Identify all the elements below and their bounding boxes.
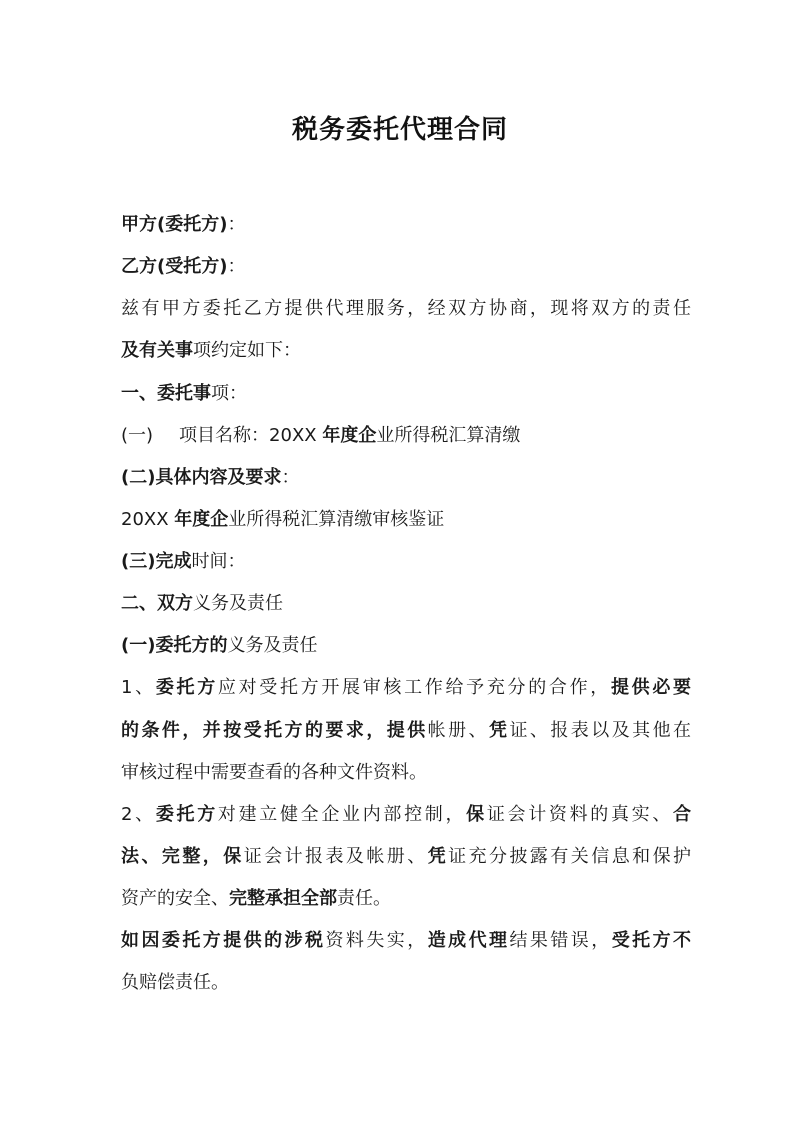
item-3-bold: (三)完成 bbox=[121, 551, 192, 572]
intro-line-2 bbox=[121, 334, 691, 368]
section-2-heading bbox=[121, 587, 691, 621]
clause-2-line-2-bold-3: 凭 bbox=[427, 846, 449, 867]
item-1-label: 项目名称：20XX bbox=[179, 425, 323, 446]
clause-2-text-2: 证会计资料的真实、 bbox=[486, 804, 674, 825]
clause-1-line-1 bbox=[121, 671, 691, 705]
section-1-heading-rest: 项： bbox=[211, 383, 247, 404]
party-a-line bbox=[121, 208, 691, 242]
subsection-1-heading bbox=[121, 629, 691, 663]
clause-2-number: 2、 bbox=[121, 804, 156, 825]
clause-2-line-2-text: 证会计报表及帐册、 bbox=[243, 846, 428, 867]
intro-line-2-rest: 项约定如下： bbox=[193, 340, 301, 361]
clause-1-line-2 bbox=[121, 714, 691, 748]
clause-2-line-2-bold: 法、完整， bbox=[121, 846, 224, 867]
item-2-value-line bbox=[121, 503, 691, 537]
section-2-heading-bold: 二、双方 bbox=[121, 593, 193, 614]
item-2-value-bold: 年度企 bbox=[174, 509, 229, 530]
item-1-line bbox=[121, 419, 691, 453]
party-b-colon: ： bbox=[227, 256, 246, 277]
clause-1-line-2-text: 帐册、 bbox=[427, 720, 490, 741]
liability-bold-2: 造成代理 bbox=[427, 930, 510, 951]
liability-text-1: 资料失实， bbox=[325, 930, 428, 951]
party-a-colon: ： bbox=[227, 214, 246, 235]
item-2-line bbox=[121, 461, 691, 495]
party-b-line bbox=[121, 250, 691, 284]
clause-1-line-2-rest: 证、报表以及其他在 bbox=[509, 720, 691, 741]
item-2-value-year: 20XX bbox=[121, 509, 175, 530]
liability-bold-3: 受托方不 bbox=[611, 930, 691, 951]
clause-1-bold-end: 提供必要 bbox=[610, 677, 691, 698]
section-2-heading-rest: 义务及责任 bbox=[193, 593, 283, 614]
party-a-label: 甲方(委托方) bbox=[121, 214, 228, 235]
party-b-label: 乙方(受托方) bbox=[121, 256, 228, 277]
item-1-bold: 年度企 bbox=[322, 425, 377, 446]
item-3-rest: 时间： bbox=[191, 551, 246, 572]
document-title: 税务委托代理合同 bbox=[291, 115, 508, 145]
item-2-colon: ： bbox=[281, 467, 300, 488]
liability-line-2: 负赔偿责任。 bbox=[121, 972, 229, 993]
intro-line-2-bold: 及有关事 bbox=[121, 340, 193, 361]
clause-1-text: 应对受托方开展审核工作给予充分的合作， bbox=[217, 677, 611, 698]
subsection-1-bold: (一)委托方的 bbox=[121, 635, 228, 656]
item-2-bold: (二)具体内容及要求 bbox=[121, 467, 282, 488]
item-1-rest: 业所得税汇算清缴 bbox=[376, 425, 521, 446]
clause-1-line-2-bold: 的条件，并按受托方的要求，提供 bbox=[121, 720, 428, 741]
clause-2-line-2 bbox=[121, 840, 691, 874]
clause-2-line-1 bbox=[121, 798, 691, 832]
clause-2-line-3-text: 资产的安全、 bbox=[121, 888, 229, 909]
liability-line-1 bbox=[121, 924, 691, 958]
liability-text-2: 结果错误， bbox=[509, 930, 612, 951]
intro-line-1: 兹有甲方委托乙方提供代理服务，经双方协商，现将双方的责任 bbox=[121, 298, 691, 319]
clause-2-bold-1: 保 bbox=[466, 804, 487, 825]
clause-2-line-3-bold: 完整承担全部 bbox=[229, 888, 337, 909]
clause-2-line-3 bbox=[121, 882, 691, 916]
clause-2-bold-end: 合 bbox=[673, 804, 691, 825]
clause-2-line-3-rest: 责任。 bbox=[337, 888, 391, 909]
clause-2-text: 对建立健全企业内部控制， bbox=[217, 804, 467, 825]
clause-2-line-2-rest: 证充分披露有关信息和保护 bbox=[448, 846, 691, 867]
liability-bold-1: 如因委托方提供的涉税 bbox=[121, 930, 326, 951]
item-3-line bbox=[121, 545, 691, 579]
subsection-1-rest: 义务及责任 bbox=[227, 635, 318, 656]
clause-2-line-2-bold-2: 保 bbox=[223, 846, 244, 867]
clause-1-party: 委托方 bbox=[155, 677, 218, 698]
clause-2-party: 委托方 bbox=[155, 804, 218, 825]
section-1-heading bbox=[121, 377, 691, 411]
clause-1-line-3: 审核过程中需要查看的各种文件资料。 bbox=[121, 762, 427, 783]
clause-1-number: 1、 bbox=[121, 677, 156, 698]
item-1-number: (一) bbox=[121, 425, 154, 446]
item-2-value-rest: 业所得税汇算清缴审核鉴证 bbox=[228, 509, 445, 530]
clause-1-line-2-bold-2: 凭 bbox=[489, 720, 510, 741]
section-1-heading-bold: 一、委托事 bbox=[121, 383, 211, 404]
